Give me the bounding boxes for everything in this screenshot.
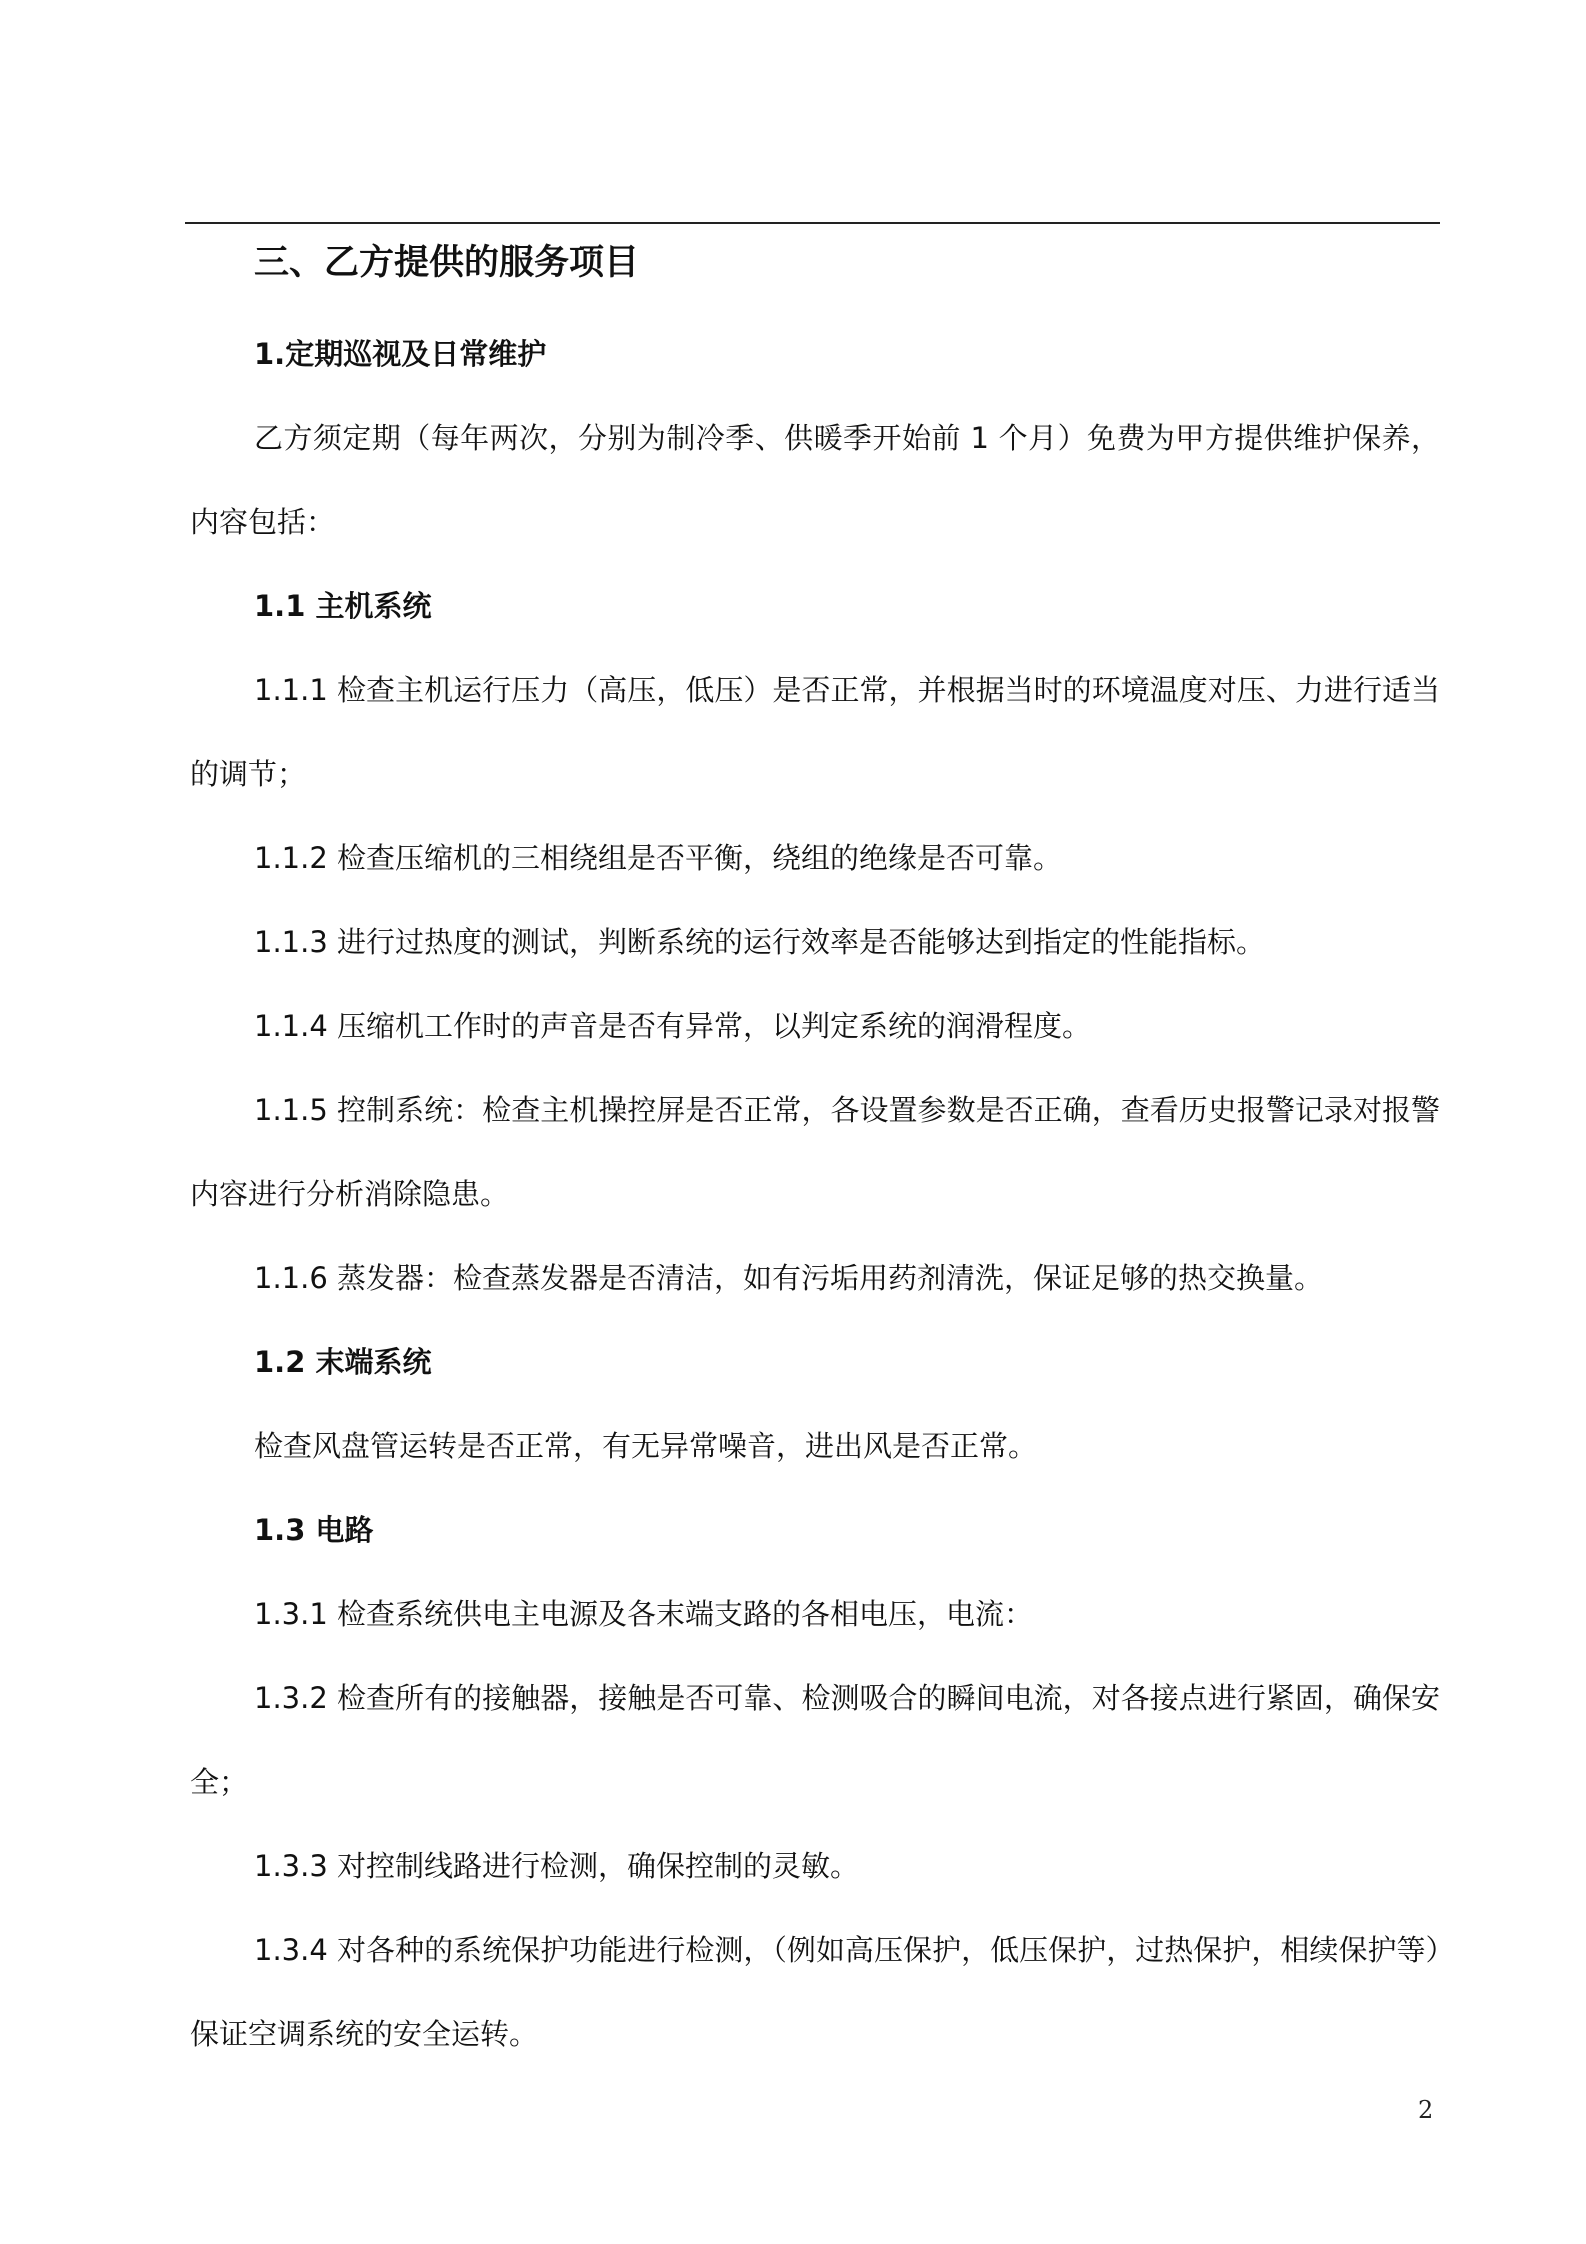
- paragraph: 1.3.2 检查所有的接触器，接触是否可靠、检测吸合的瞬间电流，对各接点进行紧固，确保安全；: [190, 1681, 1440, 1799]
- paragraph: 1.1.6 蒸发器：检查蒸发器是否清洁，如有污垢用药剂清洗，保证足够的热交换量。: [254, 1261, 1324, 1295]
- paragraph: 1.3.1 检查系统供电主电源及各末端支路的各相电压，电流：: [254, 1597, 1034, 1631]
- paragraph: 乙方须定期（每年两次，分别为制冷季、供暖季开始前 1 个月）免费为甲方提供维护保养，内容包括：: [190, 421, 1440, 539]
- heading-host-system: 1.1 主机系统: [254, 589, 432, 623]
- section-title: 三、乙方提供的服务项目: [254, 243, 640, 283]
- paragraph: 1.1.4 压缩机工作时的声音是否有异常，以判定系统的润滑程度。: [254, 1009, 1092, 1043]
- paragraph: 检查风盘管运转是否正常，有无异常噪音，进出风是否正常。: [254, 1429, 1038, 1463]
- page-number: 2: [1418, 2096, 1434, 2124]
- header-rule: [185, 222, 1440, 224]
- heading-circuit: 1.3 电路: [254, 1513, 374, 1547]
- paragraph: 1.1.3 进行过热度的测试，判断系统的运行效率是否能够达到指定的性能指标。: [254, 925, 1266, 959]
- heading-terminal-system: 1.2 末端系统: [254, 1345, 432, 1379]
- paragraph: 1.3.4 对各种的系统保护功能进行检测，（例如高压保护，低压保护，过热保护，相续保护等）保证空调系统的安全运转。: [190, 1933, 1440, 2051]
- heading-maintenance: 1.定期巡视及日常维护: [254, 337, 547, 371]
- paragraph: 1.1.2 检查压缩机的三相绕组是否平衡，绕组的绝缘是否可靠。: [254, 841, 1063, 875]
- paragraph: 1.3.3 对控制线路进行检测，确保控制的灵敏。: [254, 1849, 860, 1883]
- document-body: [190, 228, 1440, 2076]
- paragraph: 1.1.5 控制系统：检查主机操控屏是否正常，各设置参数是否正确，查看历史报警记录对报警内容进行分析消除隐患。: [190, 1093, 1440, 1211]
- paragraph: 1.1.1 检查主机运行压力（高压，低压）是否正常，并根据当时的环境温度对压、力进行适当的调节；: [190, 673, 1440, 791]
